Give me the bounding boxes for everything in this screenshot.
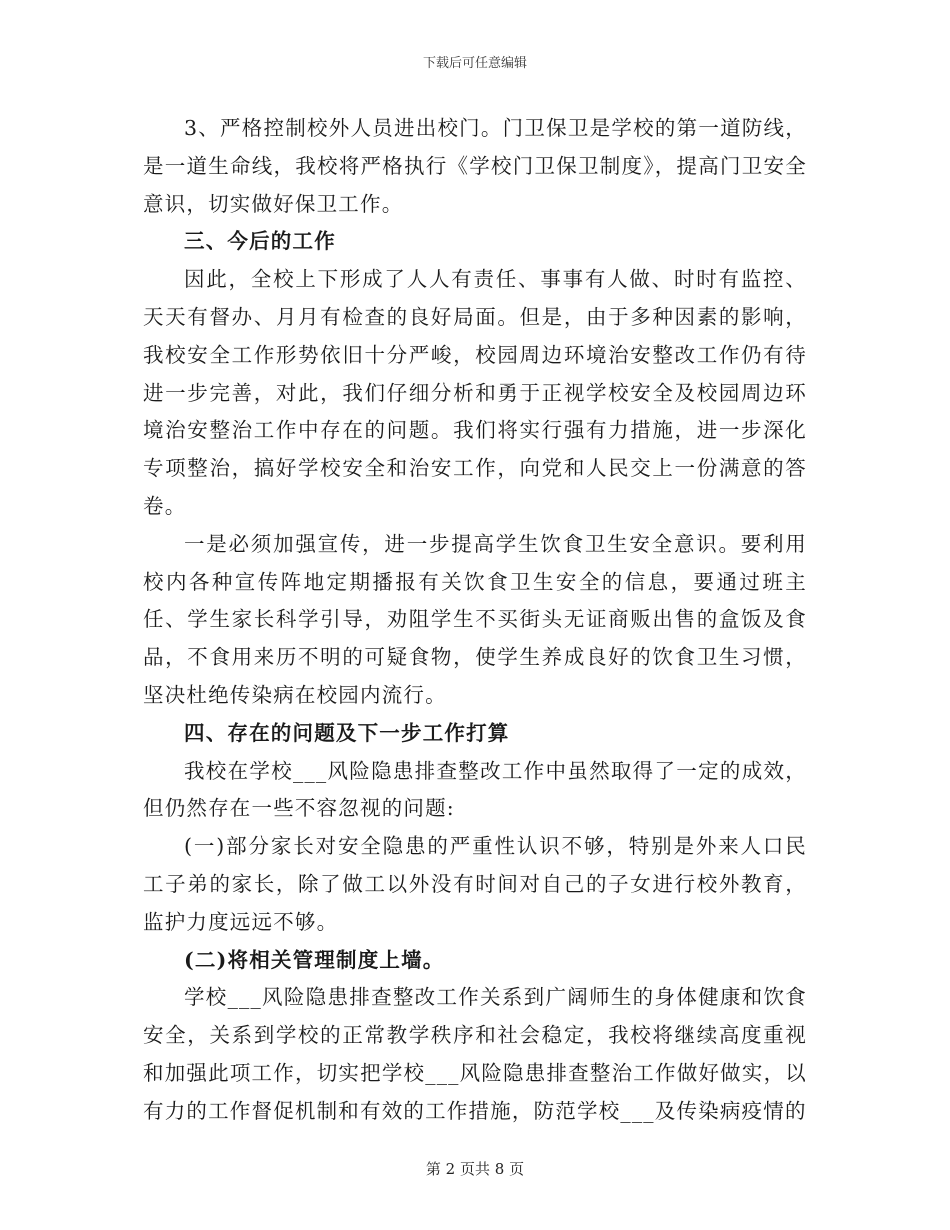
paragraph-situation: 因此，全校上下形成了人人有责任、事事有人做、时时有监控、天天有督办、月月有检查的良好局面。但是，由于多种因素的影响，我校安全工作形势依旧十分严峻，校园周边环境治安整改工作仍有待进一步完善，对此，我们仔细分析和勇于正视学校安全及校园周边环境治安整治工作中存在的问题。我们将实行强有力措施，进一步深化专项整治，搞好学校安全和治安工作，向党和人民交上一份满意的答卷。 bbox=[143, 267, 807, 518]
section-heading-problems: 四、存在的问题及下一步工作打算 bbox=[184, 720, 510, 745]
paragraph-problem-one: (一)部分家长对安全隐患的严重性认识不够，特别是外来人口民工子弟的家长，除了做工以外没有时间对自己的子女进行校外教育，监护力度远远不够。 bbox=[143, 834, 807, 934]
paragraph-publicity: 一是必须加强宣传，进一步提高学生饮食卫生安全意识。要利用校内各种宣传阵地定期播报有关饮食卫生安全的信息，要通过班主任、学生家长科学引导，劝阻学生不买街头无证商贩出售的盒饭及食品，不食用来历不明的可疑食物，使学生养成良好的饮食卫生习惯，坚决杜绝传染病在校园内流行。 bbox=[143, 531, 807, 707]
paragraph-gate-control: 3、严格控制校外人员进出校门。门卫保卫是学校的第一道防线，是一道生命线，我校将严格执行《学校门卫保卫制度》，提高门卫安全意识，切实做好保卫工作。 bbox=[143, 116, 807, 216]
subheading-rules-on-wall: (二)将相关管理制度上墙。 bbox=[184, 947, 445, 972]
page-header: 下载后可任意编辑 bbox=[422, 56, 527, 71]
page-number-footer: 第 2 页共 8 页 bbox=[425, 1160, 525, 1178]
document-body bbox=[143, 110, 807, 1131]
paragraph-problems-intro: 我校在学校___风险隐患排查整改工作中虽然取得了一定的成效，但仍然存在一些不容忽视的问题: bbox=[143, 758, 807, 821]
paragraph-conclusion: 学校___风险隐患排查整改工作关系到广阔师生的身体健康和饮食安全，关系到学校的正常教学秩序和社会稳定，我校将继续高度重视和加强此项工作，切实把学校___风险隐患排查整治工作做好做实，以有力的工作督促机制和有效的工作措施，防范学校___及传染病疫情的 bbox=[143, 985, 807, 1123]
section-heading-future-work: 三、今后的工作 bbox=[184, 229, 336, 254]
